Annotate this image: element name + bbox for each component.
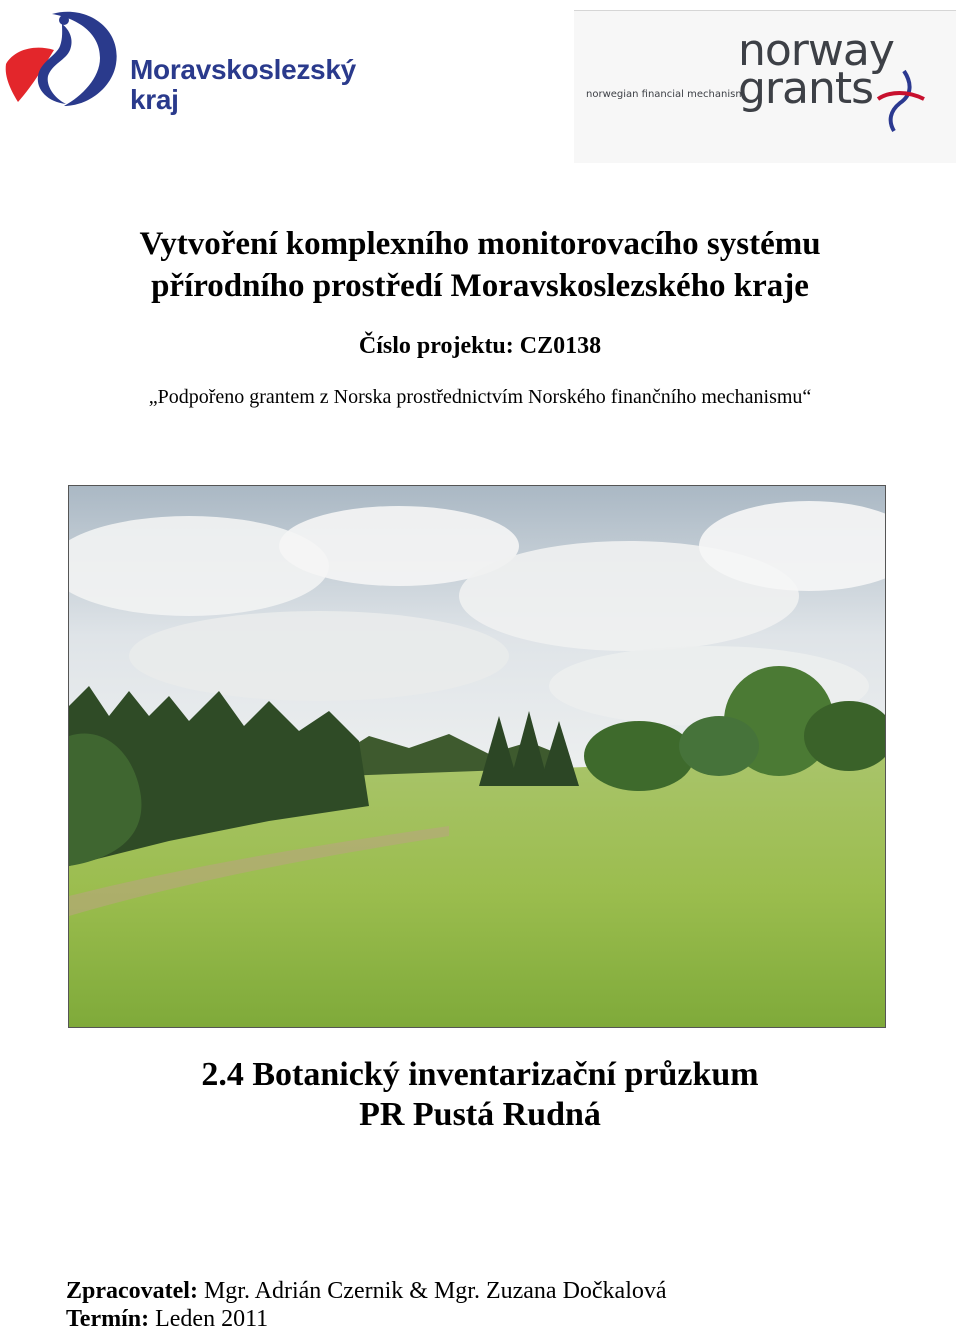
report-title-line1: 2.4 Botanický inventarizační průzkum — [201, 1056, 759, 1093]
prepared-by-label: Zpracovatel: — [66, 1278, 198, 1304]
region-logo — [4, 6, 354, 116]
funder-name-line2: grants — [738, 63, 874, 114]
document-title-line2: přírodního prostředí Moravskoslezského kraje — [151, 268, 809, 304]
document-title-line1: Vytvoření komplexního monitorovacího systému — [139, 226, 821, 262]
report-title-line2: PR Pustá Rudná — [359, 1096, 601, 1133]
meadow-photo — [68, 485, 886, 1028]
support-statement: „Podpořeno grantem z Norska prostřednictvím Norského finančního mechanismu“ — [148, 386, 812, 408]
region-emblem-icon — [4, 6, 128, 116]
term — [66, 1306, 268, 1333]
funder-name-line1: norway — [738, 25, 894, 76]
funder-logo — [574, 10, 956, 163]
meadow-landscape-image — [69, 486, 885, 1027]
region-name-suffix: kraj — [130, 84, 179, 115]
project-number — [0, 333, 960, 360]
funder-symbol-icon — [874, 69, 928, 133]
project-number-label: Číslo projektu: — [358, 333, 514, 359]
funder-tagline: norwegian financial mechanism — [586, 89, 746, 100]
region-name: Moravskoslezský — [130, 54, 356, 85]
term-label: Termín: — [66, 1306, 150, 1332]
term-value: Leden 2011 — [155, 1306, 269, 1332]
prepared-by-value: Mgr. Adrián Czernik & Mgr. Zuzana Dočkalová — [203, 1278, 667, 1304]
project-number-value: CZ0138 — [519, 333, 602, 359]
prepared-by — [66, 1278, 667, 1305]
